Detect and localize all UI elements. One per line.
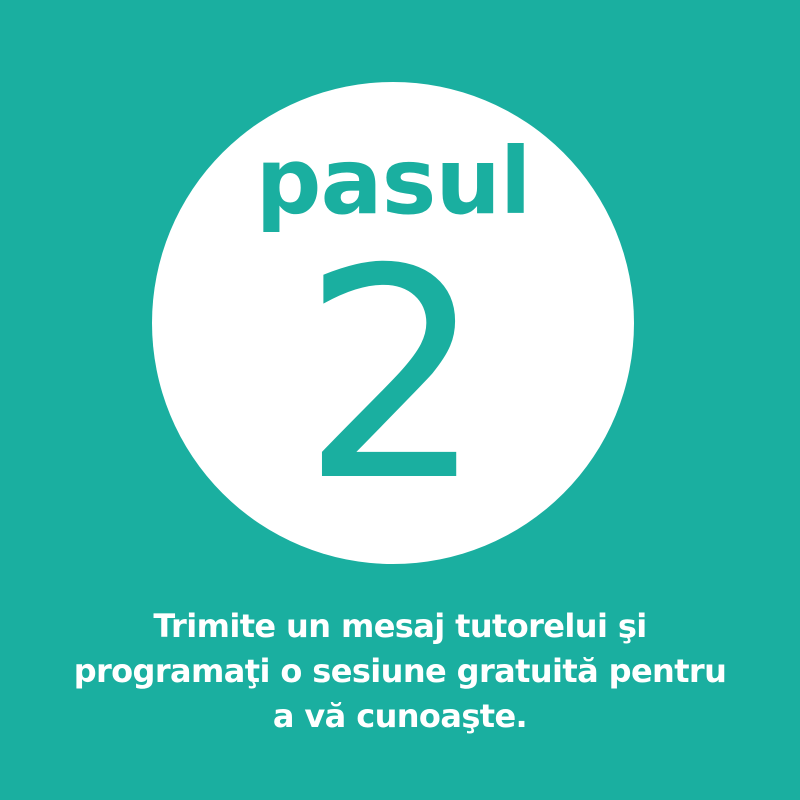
description-line-1: Trimite un mesaj tutorelui şi: [153, 607, 647, 645]
description-line-2: programaţi o sesiune gratuită pentru: [73, 652, 727, 690]
step-number: 2: [300, 208, 486, 545]
step-description: [20, 604, 780, 739]
description-line-3: a vă cunoaşte.: [272, 697, 528, 735]
step-label: pasul: [255, 128, 531, 235]
